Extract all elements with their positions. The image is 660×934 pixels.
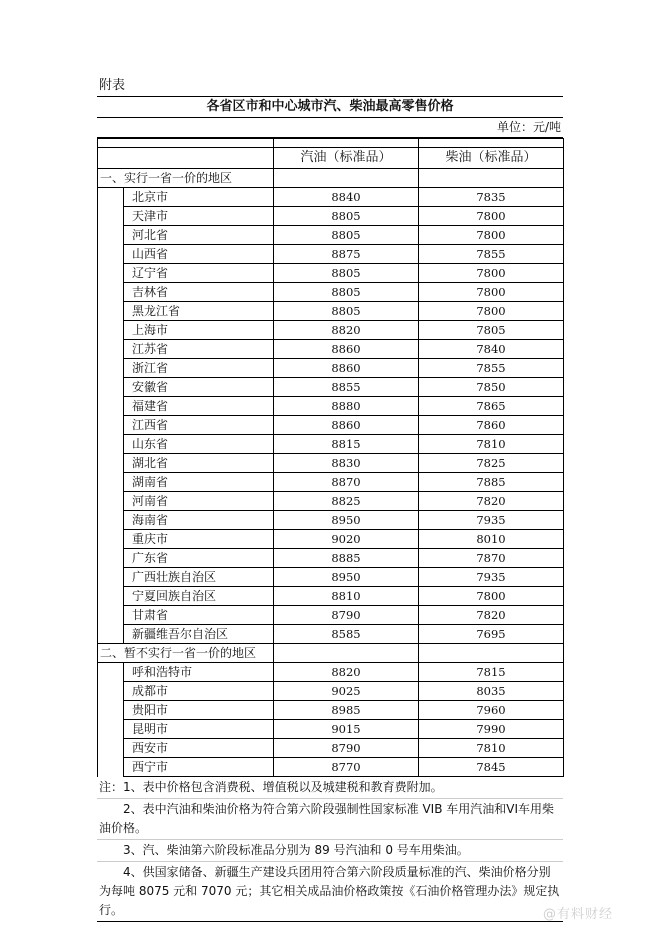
diesel-price: 7855 bbox=[419, 359, 564, 378]
region-name: 呼和浩特市 bbox=[124, 663, 274, 682]
diesel-price: 7935 bbox=[419, 568, 564, 587]
diesel-price: 7810 bbox=[419, 435, 564, 454]
diesel-price: 7845 bbox=[419, 758, 564, 777]
section2-label: 二、暂不实行一省一价的地区 bbox=[98, 644, 274, 663]
table-row bbox=[98, 245, 564, 264]
region-name: 山西省 bbox=[124, 245, 274, 264]
table-row bbox=[98, 321, 564, 340]
diesel-price: 7870 bbox=[419, 549, 564, 568]
table-row bbox=[98, 340, 564, 359]
region-name: 昆明市 bbox=[124, 720, 274, 739]
region-name: 福建省 bbox=[124, 397, 274, 416]
region-name: 海南省 bbox=[124, 511, 274, 530]
region-name: 新疆维吾尔自治区 bbox=[124, 625, 274, 644]
gasoline-price: 8860 bbox=[274, 416, 419, 435]
diesel-price: 7935 bbox=[419, 511, 564, 530]
region-name: 河北省 bbox=[124, 226, 274, 245]
table-row bbox=[98, 625, 564, 644]
diesel-price: 7800 bbox=[419, 302, 564, 321]
region-name: 浙江省 bbox=[124, 359, 274, 378]
table-row bbox=[98, 435, 564, 454]
table-row bbox=[98, 720, 564, 739]
diesel-price: 7800 bbox=[419, 587, 564, 606]
note-1: 注：1、表中价格包含消费税、增值税以及城建税和教育费附加。 bbox=[99, 780, 443, 794]
gasoline-price: 8880 bbox=[274, 397, 419, 416]
region-name: 河南省 bbox=[124, 492, 274, 511]
watermark: @有料财经 bbox=[543, 907, 614, 922]
table-row bbox=[98, 568, 564, 587]
gasoline-price: 8805 bbox=[274, 207, 419, 226]
region-name: 北京市 bbox=[124, 188, 274, 207]
gasoline-price: 8820 bbox=[274, 321, 419, 340]
gasoline-price: 8805 bbox=[274, 264, 419, 283]
gasoline-price: 8770 bbox=[274, 758, 419, 777]
table-row bbox=[98, 359, 564, 378]
gasoline-price: 9020 bbox=[274, 530, 419, 549]
gasoline-price: 8875 bbox=[274, 245, 419, 264]
region-name: 贵阳市 bbox=[124, 701, 274, 720]
diesel-price: 8035 bbox=[419, 682, 564, 701]
table-row bbox=[98, 492, 564, 511]
region-name: 江苏省 bbox=[124, 340, 274, 359]
price-document bbox=[97, 76, 563, 922]
price-table bbox=[97, 138, 564, 777]
appendix-label: 附表 bbox=[97, 76, 563, 97]
table-row bbox=[98, 663, 564, 682]
gasoline-price: 8825 bbox=[274, 492, 419, 511]
note-3: 3、汽、柴油第六阶段标准品分别为 89 号汽油和 0 号车用柴油。 bbox=[97, 839, 563, 861]
diesel-price: 7825 bbox=[419, 454, 564, 473]
table-row bbox=[98, 682, 564, 701]
region-name: 广东省 bbox=[124, 549, 274, 568]
region-name: 辽宁省 bbox=[124, 264, 274, 283]
gasoline-price: 8950 bbox=[274, 568, 419, 587]
gasoline-price: 8860 bbox=[274, 359, 419, 378]
diesel-price: 7820 bbox=[419, 606, 564, 625]
diesel-price: 7800 bbox=[419, 264, 564, 283]
section1-label: 一、实行一省一价的地区 bbox=[98, 169, 274, 188]
gasoline-price: 9025 bbox=[274, 682, 419, 701]
diesel-price: 7865 bbox=[419, 397, 564, 416]
table-row bbox=[98, 758, 564, 777]
section-row bbox=[98, 169, 564, 188]
region-name: 成都市 bbox=[124, 682, 274, 701]
table-row bbox=[98, 511, 564, 530]
gasoline-price: 8805 bbox=[274, 283, 419, 302]
diesel-column-header: 柴油（标准品） bbox=[419, 148, 564, 169]
table-row bbox=[98, 416, 564, 435]
region-name: 湖北省 bbox=[124, 454, 274, 473]
diesel-price: 7990 bbox=[419, 720, 564, 739]
gasoline-price: 8950 bbox=[274, 511, 419, 530]
section-row bbox=[98, 644, 564, 663]
gasoline-price: 8805 bbox=[274, 226, 419, 245]
table-row bbox=[98, 264, 564, 283]
gasoline-price: 8790 bbox=[274, 606, 419, 625]
table-row bbox=[98, 473, 564, 492]
diesel-price: 7885 bbox=[419, 473, 564, 492]
gasoline-price: 8885 bbox=[274, 549, 419, 568]
blank-row bbox=[98, 139, 564, 148]
region-name: 黑龙江省 bbox=[124, 302, 274, 321]
table-row bbox=[98, 606, 564, 625]
diesel-price: 7815 bbox=[419, 663, 564, 682]
gasoline-price: 8840 bbox=[274, 188, 419, 207]
note-2: 2、表中汽油和柴油价格为符合第六阶段强制性国家标准 VIB 车用汽油和VI车用柴油价格。 bbox=[97, 798, 563, 839]
region-name: 宁夏回族自治区 bbox=[124, 587, 274, 606]
table-row bbox=[98, 530, 564, 549]
diesel-price: 7695 bbox=[419, 625, 564, 644]
diesel-price: 7800 bbox=[419, 283, 564, 302]
region-name: 甘肃省 bbox=[124, 606, 274, 625]
table-row bbox=[98, 701, 564, 720]
diesel-price: 7860 bbox=[419, 416, 564, 435]
table-row bbox=[98, 739, 564, 758]
diesel-price: 7835 bbox=[419, 188, 564, 207]
diesel-price: 7800 bbox=[419, 226, 564, 245]
table-row bbox=[98, 302, 564, 321]
region-name: 江西省 bbox=[124, 416, 274, 435]
gasoline-price: 8820 bbox=[274, 663, 419, 682]
diesel-price: 7855 bbox=[419, 245, 564, 264]
diesel-price: 7850 bbox=[419, 378, 564, 397]
table-row bbox=[98, 587, 564, 606]
table-row bbox=[98, 397, 564, 416]
region-name: 上海市 bbox=[124, 321, 274, 340]
table-row bbox=[98, 454, 564, 473]
region-name: 天津市 bbox=[124, 207, 274, 226]
diesel-price: 7810 bbox=[419, 739, 564, 758]
table-row bbox=[98, 207, 564, 226]
region-name: 广西壮族自治区 bbox=[124, 568, 274, 587]
gasoline-price: 9015 bbox=[274, 720, 419, 739]
note-4: 4、供国家储备、新疆生产建设兵团用符合第六阶段质量标准的汽、柴油价格分别为每吨 8075 元和 7070 元；其它相关成品油价格政策按《石油价格管理办法》规定执行。 bbox=[97, 861, 563, 921]
gasoline-price: 8815 bbox=[274, 435, 419, 454]
region-name: 西宁市 bbox=[124, 758, 274, 777]
gasoline-price: 8985 bbox=[274, 701, 419, 720]
notes bbox=[97, 777, 563, 922]
diesel-price: 7800 bbox=[419, 207, 564, 226]
gasoline-price: 8790 bbox=[274, 739, 419, 758]
region-name: 重庆市 bbox=[124, 530, 274, 549]
region-name: 湖南省 bbox=[124, 473, 274, 492]
gasoline-price: 8830 bbox=[274, 454, 419, 473]
diesel-price: 7820 bbox=[419, 492, 564, 511]
region-name: 山东省 bbox=[124, 435, 274, 454]
region-name: 西安市 bbox=[124, 739, 274, 758]
gasoline-price: 8805 bbox=[274, 302, 419, 321]
region-name: 安徽省 bbox=[124, 378, 274, 397]
diesel-price: 7840 bbox=[419, 340, 564, 359]
gasoline-price: 8585 bbox=[274, 625, 419, 644]
unit-label: 单位：元/吨 bbox=[97, 118, 563, 138]
region-name: 吉林省 bbox=[124, 283, 274, 302]
table-row bbox=[98, 188, 564, 207]
table-row bbox=[98, 226, 564, 245]
header-row bbox=[98, 148, 564, 169]
table-row bbox=[98, 283, 564, 302]
gasoline-price: 8870 bbox=[274, 473, 419, 492]
diesel-price: 7960 bbox=[419, 701, 564, 720]
table-row bbox=[98, 378, 564, 397]
table-title: 各省区市和中心城市汽、柴油最高零售价格 bbox=[97, 97, 563, 118]
gasoline-price: 8810 bbox=[274, 587, 419, 606]
gasoline-price: 8860 bbox=[274, 340, 419, 359]
diesel-price: 8010 bbox=[419, 530, 564, 549]
table-row bbox=[98, 549, 564, 568]
gasoline-price: 8855 bbox=[274, 378, 419, 397]
diesel-price: 7805 bbox=[419, 321, 564, 340]
gasoline-column-header: 汽油（标准品） bbox=[274, 148, 419, 169]
